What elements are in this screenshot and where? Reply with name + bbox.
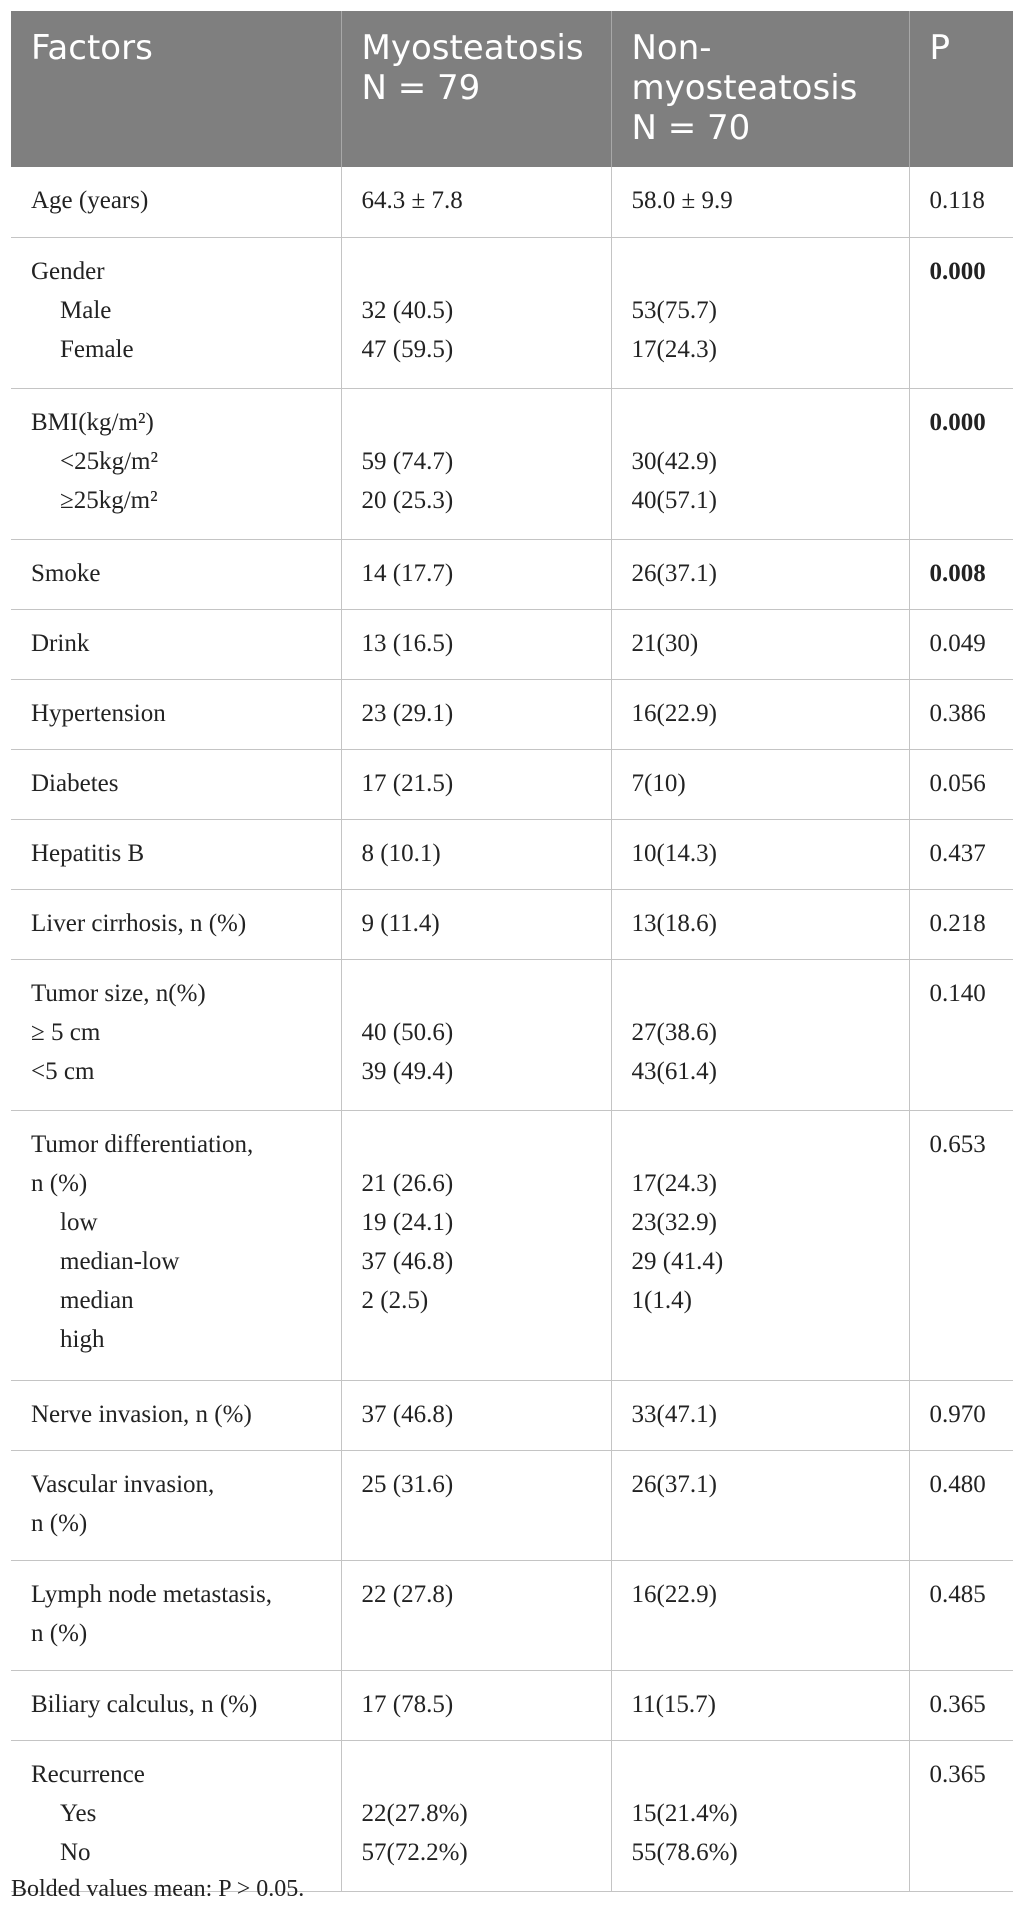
sub-label: Male	[60, 296, 112, 324]
myo-value: 47 (59.5)	[361, 335, 454, 363]
row-label: n (%)	[31, 1619, 88, 1647]
non-value: 53(75.7)	[631, 296, 717, 324]
table-row	[11, 388, 1013, 539]
sub-label: ≥25kg/m²	[60, 486, 158, 514]
non-value: 17(24.3)	[631, 335, 717, 363]
myo-cell	[341, 237, 611, 388]
non-value: 16(22.9)	[611, 679, 909, 749]
p-value: 0.049	[909, 609, 1013, 679]
characteristics-table-container	[11, 11, 1013, 1892]
table-row	[11, 1560, 1013, 1670]
header-non-myosteatosis	[611, 11, 909, 167]
row-label: Diabetes	[11, 749, 341, 819]
myo-value: 40 (50.6)	[361, 1018, 454, 1046]
header-factors-label: Factors	[31, 28, 153, 68]
row-label: Gender	[31, 257, 105, 285]
non-value: 29 (41.4)	[631, 1247, 724, 1275]
p-value: 0.000	[909, 237, 1013, 388]
header-non-line2: myosteatosis	[631, 68, 858, 108]
header-myo-line2: N = 79	[361, 68, 481, 108]
row-label: Tumor size, n(%)	[31, 979, 206, 1007]
row-label-cell	[11, 1450, 341, 1560]
row-label: Drink	[11, 609, 341, 679]
table-row	[11, 1380, 1013, 1450]
header-non-line3: N = 70	[631, 108, 751, 148]
header-myosteatosis	[341, 11, 611, 167]
myo-value: 39 (49.4)	[361, 1057, 454, 1085]
p-value: 0.386	[909, 679, 1013, 749]
myo-value: 59 (74.7)	[361, 447, 454, 475]
sub-label: high	[60, 1325, 105, 1353]
table-row	[11, 167, 1013, 237]
myo-value: 23 (29.1)	[341, 679, 611, 749]
sub-label: Female	[60, 335, 134, 363]
myo-value: 17 (78.5)	[341, 1670, 611, 1740]
row-label-cell	[11, 388, 341, 539]
non-value: 10(14.3)	[611, 819, 909, 889]
myo-value: 25 (31.6)	[341, 1450, 611, 1560]
non-value: 7(10)	[611, 749, 909, 819]
sub-label: <5 cm	[31, 1057, 95, 1085]
myo-value: 8 (10.1)	[341, 819, 611, 889]
row-label-cell	[11, 237, 341, 388]
myo-value: 13 (16.5)	[341, 609, 611, 679]
row-label: Recurrence	[31, 1760, 145, 1788]
sub-label: median-low	[60, 1247, 180, 1275]
myo-value: 17 (21.5)	[341, 749, 611, 819]
non-value: 30(42.9)	[631, 447, 717, 475]
non-value: 13(18.6)	[611, 889, 909, 959]
header-row	[11, 11, 1013, 167]
non-value: 16(22.9)	[611, 1560, 909, 1670]
non-value: 33(47.1)	[611, 1380, 909, 1450]
p-value: 0.000	[909, 388, 1013, 539]
non-value: 15(21.4%)	[631, 1799, 738, 1827]
sub-label: low	[60, 1208, 98, 1236]
p-value: 0.118	[909, 167, 1013, 237]
p-value: 0.437	[909, 819, 1013, 889]
row-label: n (%)	[31, 1509, 88, 1537]
row-label-cell	[11, 1110, 341, 1380]
myo-value: 14 (17.7)	[341, 539, 611, 609]
table-row	[11, 749, 1013, 819]
p-value: 0.485	[909, 1560, 1013, 1670]
myo-value: 2 (2.5)	[361, 1286, 429, 1314]
row-label: n (%)	[31, 1169, 88, 1197]
non-value: 27(38.6)	[631, 1018, 717, 1046]
table-row	[11, 1670, 1013, 1740]
non-cell	[611, 1110, 909, 1380]
non-value: 40(57.1)	[631, 486, 717, 514]
table-row	[11, 1110, 1013, 1380]
non-value: 23(32.9)	[631, 1208, 717, 1236]
non-cell	[611, 959, 909, 1110]
non-value: 43(61.4)	[631, 1057, 717, 1085]
non-value: 26(37.1)	[611, 1450, 909, 1560]
row-label: Hepatitis B	[11, 819, 341, 889]
non-value: 58.0 ± 9.9	[611, 167, 909, 237]
characteristics-table	[11, 11, 1013, 1892]
table-row	[11, 1450, 1013, 1560]
header-p-label: P	[929, 28, 951, 68]
non-value: 11(15.7)	[611, 1670, 909, 1740]
p-value: 0.218	[909, 889, 1013, 959]
row-label: Liver cirrhosis, n (%)	[11, 889, 341, 959]
sub-label: median	[60, 1286, 134, 1314]
non-value: 1(1.4)	[631, 1286, 692, 1314]
p-value: 0.653	[909, 1110, 1013, 1380]
myo-value: 22(27.8%)	[361, 1799, 468, 1827]
myo-value: 21 (26.6)	[361, 1169, 454, 1197]
p-value: 0.365	[909, 1740, 1013, 1891]
p-value: 0.008	[909, 539, 1013, 609]
table-footnote: Bolded values mean: P > 0.05.	[11, 1876, 305, 1902]
myo-value: 9 (11.4)	[341, 889, 611, 959]
myo-cell	[341, 1110, 611, 1380]
non-value: 26(37.1)	[611, 539, 909, 609]
p-value: 0.480	[909, 1450, 1013, 1560]
table-row	[11, 539, 1013, 609]
header-factors	[11, 11, 341, 167]
sub-label: Yes	[60, 1799, 97, 1827]
row-label-cell	[11, 1560, 341, 1670]
table-row	[11, 237, 1013, 388]
non-value: 21(30)	[611, 609, 909, 679]
myo-value: 57(72.2%)	[361, 1838, 468, 1866]
p-value: 0.056	[909, 749, 1013, 819]
header-myo-line1: Myosteatosis	[361, 28, 584, 68]
row-label: Nerve invasion, n (%)	[11, 1380, 341, 1450]
header-p	[909, 11, 1013, 167]
myo-value: 64.3 ± 7.8	[341, 167, 611, 237]
row-label: BMI(kg/m²)	[31, 408, 154, 436]
row-label: Age (years)	[11, 167, 341, 237]
myo-value: 19 (24.1)	[361, 1208, 454, 1236]
table-row	[11, 819, 1013, 889]
sub-label: <25kg/m²	[60, 447, 158, 475]
non-cell	[611, 388, 909, 539]
p-value: 0.140	[909, 959, 1013, 1110]
row-label: Lymph node metastasis,	[31, 1580, 272, 1608]
non-value: 17(24.3)	[631, 1169, 717, 1197]
myo-value: 22 (27.8)	[341, 1560, 611, 1670]
table-row	[11, 889, 1013, 959]
myo-value: 37 (46.8)	[341, 1380, 611, 1450]
row-label: Vascular invasion,	[31, 1470, 215, 1498]
row-label-cell	[11, 959, 341, 1110]
row-label-cell	[11, 1740, 341, 1891]
sub-label: No	[60, 1838, 91, 1866]
non-cell	[611, 237, 909, 388]
myo-value: 37 (46.8)	[361, 1247, 454, 1275]
header-non-line1: Non-	[631, 28, 712, 68]
row-label: Tumor differentiation,	[31, 1130, 254, 1158]
sub-label: ≥ 5 cm	[31, 1018, 101, 1046]
myo-cell	[341, 959, 611, 1110]
table-row	[11, 609, 1013, 679]
p-value: 0.365	[909, 1670, 1013, 1740]
table-row	[11, 1740, 1013, 1891]
myo-cell	[341, 388, 611, 539]
table-row	[11, 959, 1013, 1110]
row-label: Biliary calculus, n (%)	[11, 1670, 341, 1740]
row-label: Smoke	[11, 539, 341, 609]
p-value: 0.970	[909, 1380, 1013, 1450]
myo-cell	[341, 1740, 611, 1891]
row-label: Hypertension	[11, 679, 341, 749]
table-row	[11, 679, 1013, 749]
myo-value: 20 (25.3)	[361, 486, 454, 514]
myo-value: 32 (40.5)	[361, 296, 454, 324]
non-value: 55(78.6%)	[631, 1838, 738, 1866]
non-cell	[611, 1740, 909, 1891]
